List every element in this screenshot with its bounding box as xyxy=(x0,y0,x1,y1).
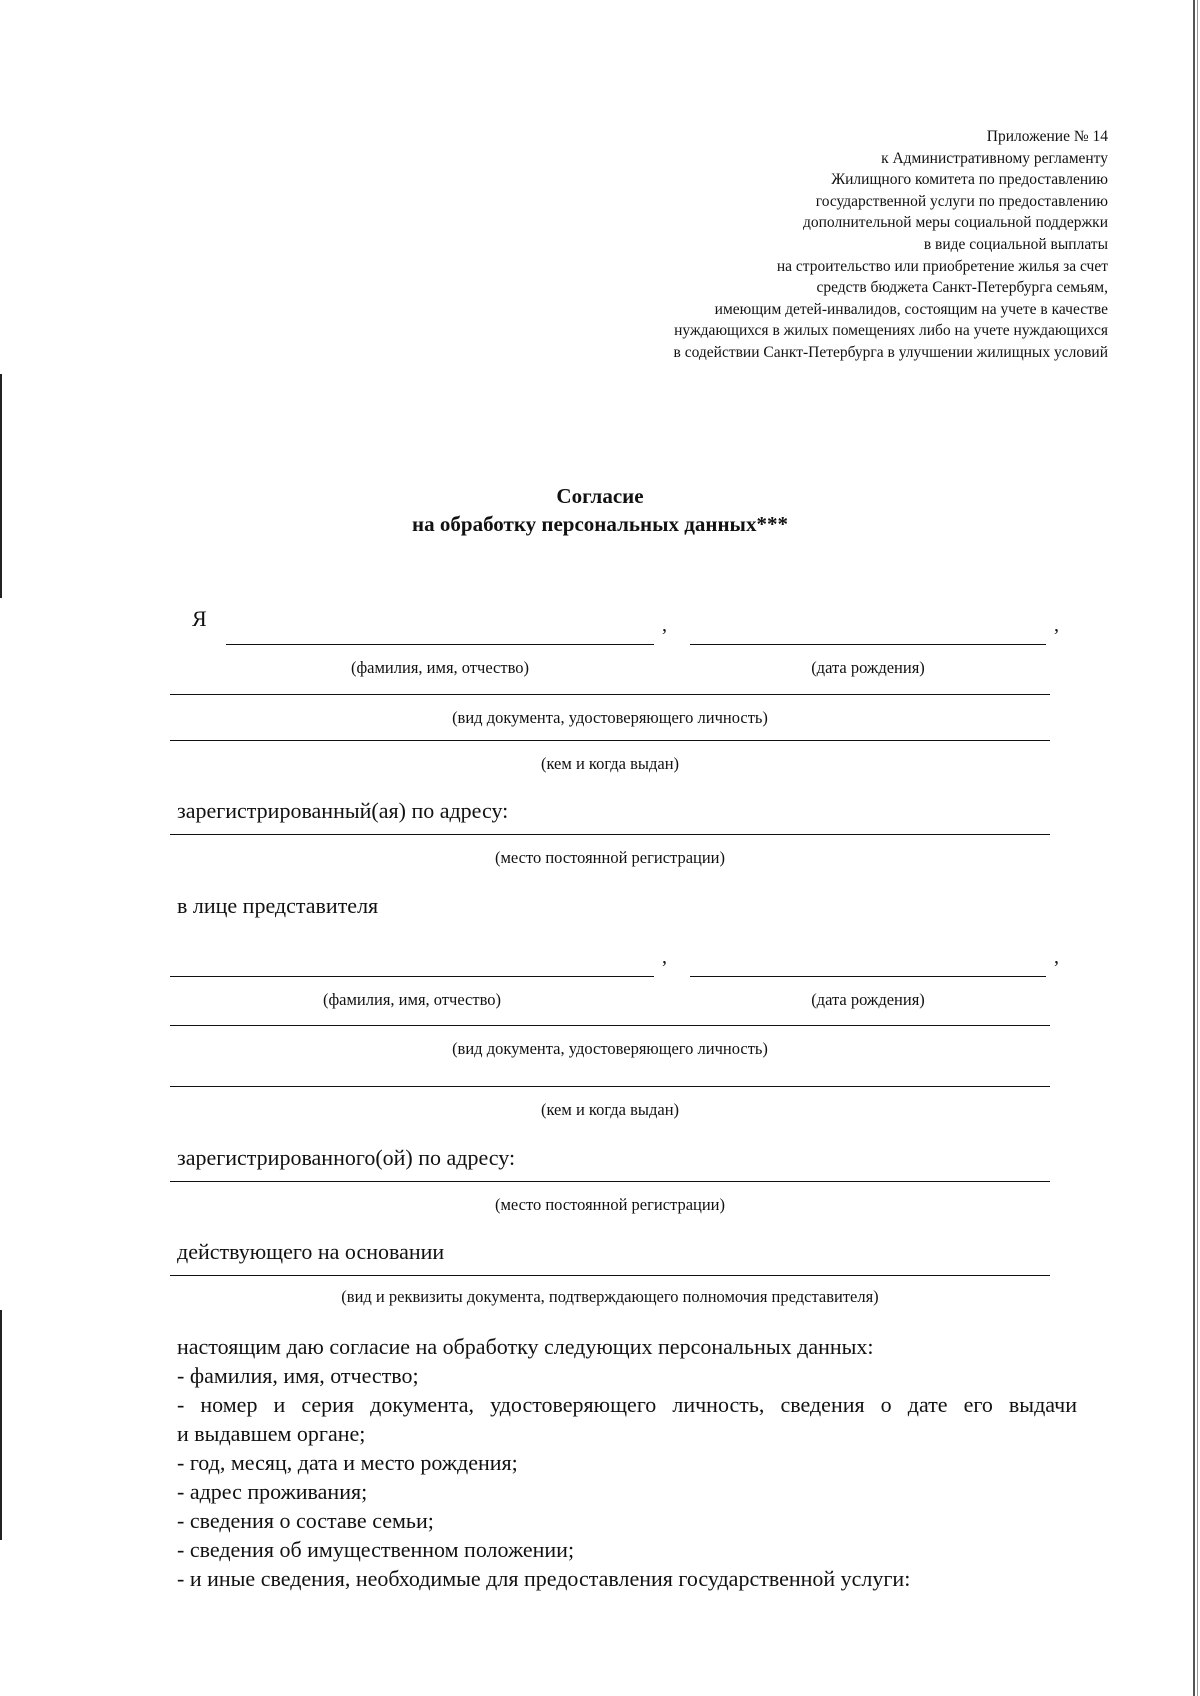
consent-item: - год, месяц, дата и место рождения; xyxy=(177,1450,518,1475)
annex-line: имеющим детей-инвалидов, состоящим на учете в качестве xyxy=(714,300,1108,318)
annex-line: средств бюджета Санкт-Петербурга семьям, xyxy=(816,279,1108,297)
issued-by-caption: (кем и когда выдан) xyxy=(540,754,680,773)
annex-line: нуждающихся в жилых помещениях либо на учете нуждающихся xyxy=(674,322,1108,340)
document-title: Согласие xyxy=(556,484,644,508)
rep-id-doc-caption: (вид документа, удостоверяющего личность) xyxy=(452,1039,768,1058)
scan-edge-left-bottom xyxy=(0,1310,2,1540)
id-doc-caption: (вид документа, удостоверяющего личность) xyxy=(452,708,768,727)
authority-doc-caption: (вид и реквизиты документа, подтверждающего полномочия представителя) xyxy=(341,1287,879,1306)
comma: , xyxy=(1054,946,1059,968)
annex-line: в содействии Санкт-Петербурга в улучшении жилищных условий xyxy=(673,343,1108,361)
registration-field-line[interactable] xyxy=(170,834,1050,835)
rep-registered-label: зарегистрированного(ой) по адресу: xyxy=(177,1145,516,1170)
issued-by-field-line[interactable] xyxy=(170,740,1050,741)
rep-registration-caption: (место постоянной регистрации) xyxy=(494,1195,726,1214)
rep-issued-by-field-line[interactable] xyxy=(170,1086,1050,1087)
rep-id-doc-field-line[interactable] xyxy=(170,1025,1050,1026)
fio-caption: (фамилия, имя, отчество) xyxy=(350,658,530,677)
document-subtitle: на обработку персональных данных*** xyxy=(412,512,788,536)
consent-item: - адрес проживания; xyxy=(177,1479,368,1504)
annex-line: в виде социальной выплаты xyxy=(923,235,1108,253)
rep-issued-by-caption: (кем и когда выдан) xyxy=(540,1100,680,1119)
annex-line: дополнительной меры социальной поддержки xyxy=(803,214,1108,232)
consent-intro: настоящим даю согласие на обработку следующих персональных данных: xyxy=(177,1334,874,1359)
consent-list xyxy=(177,1332,1077,1593)
rep-fio-caption: (фамилия, имя, отчество) xyxy=(322,990,502,1009)
registration-caption: (место постоянной регистрации) xyxy=(494,848,726,867)
comma: , xyxy=(662,614,667,636)
id-doc-field-line[interactable] xyxy=(170,694,1050,695)
annex-line: к Административному регламенту xyxy=(881,149,1108,167)
annex-line: Приложение № 14 xyxy=(986,128,1108,145)
rep-registration-field-line[interactable] xyxy=(170,1181,1050,1182)
annex-header xyxy=(508,126,1108,364)
registered-label: зарегистрированный(ая) по адресу: xyxy=(177,798,509,823)
annex-line: Жилищного комитета по предоставлению xyxy=(831,171,1108,189)
rep-birth-date-field-line[interactable] xyxy=(690,976,1046,977)
annex-line: на строительство или приобретение жилья за счет xyxy=(776,257,1108,275)
birth-date-field-line[interactable] xyxy=(690,644,1046,645)
consent-item: и выдавшем органе; xyxy=(177,1421,366,1446)
acting-label: действующего на основании xyxy=(177,1239,445,1264)
consent-item: - номер и серия документа, удостоверяющего личность, сведения о дате его выдачи xyxy=(177,1392,1077,1417)
consent-item: - и иные сведения, необходимые для предоставления государственной услуги: xyxy=(177,1566,911,1591)
authority-doc-field-line[interactable] xyxy=(170,1275,1050,1276)
comma: , xyxy=(662,946,667,968)
rep-birth-date-caption: (дата рождения) xyxy=(811,990,925,1009)
birth-date-caption: (дата рождения) xyxy=(811,658,925,677)
consent-item: - фамилия, имя, отчество; xyxy=(177,1363,419,1388)
comma: , xyxy=(1054,614,1059,636)
first-person-mark: Я xyxy=(192,606,207,631)
representative-label: в лице представителя xyxy=(177,893,379,918)
rep-fio-field-line[interactable] xyxy=(170,976,654,977)
scan-edge-right xyxy=(1193,0,1195,1696)
fio-field-line[interactable] xyxy=(226,644,654,645)
consent-item: - сведения об имущественном положении; xyxy=(177,1537,575,1562)
annex-line: государственной услуги по предоставлению xyxy=(815,192,1108,210)
consent-item: - сведения о составе семьи; xyxy=(177,1508,434,1533)
scan-edge-right-shadow xyxy=(1197,0,1198,1696)
